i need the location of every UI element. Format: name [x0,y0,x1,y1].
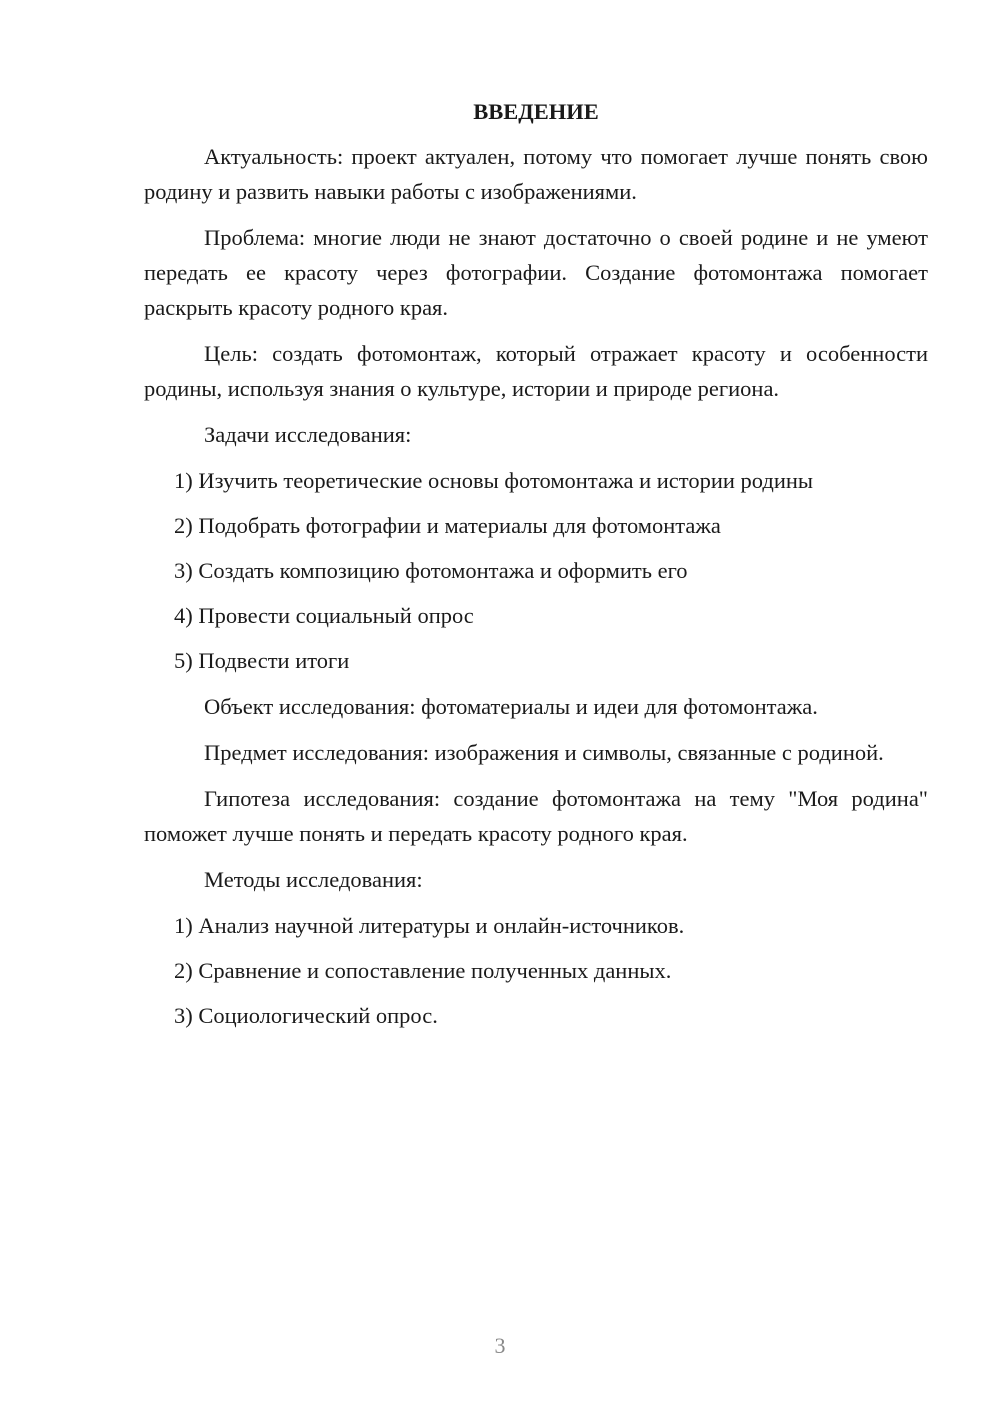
problem-paragraph: Проблема: многие люди не знают достаточно о своей родине и не умеют передать ее красоту через фотографии. Создание фотомонтажа помогает раскрыть красоту родного края. [144,225,928,320]
methods-heading: Методы исследования: [204,867,423,892]
list-item: 5) Подвести итоги [174,648,350,673]
page-number: 3 [494,1333,506,1358]
list-item: 1) Изучить теоретические основы фотомонтажа и истории родины [174,468,814,493]
list-item: 3) Создать композицию фотомонтажа и оформить его [174,558,688,583]
document-page [144,94,928,1044]
relevance-paragraph: Актуальность: проект актуален, потому что помогает лучше понять свою родину и развить навыки работы с изображениями. [144,144,928,204]
goal-paragraph: Цель: создать фотомонтаж, который отражает красоту и особенности родины, используя знания о культуре, истории и природе региона. [144,341,928,401]
tasks-heading: Задачи исследования: [204,422,412,447]
list-item: 1) Анализ научной литературы и онлайн-источников. [174,913,685,938]
object-paragraph: Объект исследования: фотоматериалы и идеи для фотомонтажа. [204,694,818,719]
section-title: ВВЕДЕНИЕ [473,99,599,124]
hypothesis-paragraph: Гипотеза исследования: создание фотомонтажа на тему "Моя родина" поможет лучше понять и передать красоту родного края. [144,786,928,846]
methods-list [144,908,928,1033]
subject-paragraph: Предмет исследования: изображения и символы, связанные с родиной. [204,740,884,765]
list-item: 2) Подобрать фотографии и материалы для фотомонтажа [174,513,721,538]
tasks-list [144,463,928,678]
list-item: 2) Сравнение и сопоставление полученных данных. [174,958,672,983]
list-item: 4) Провести социальный опрос [174,603,474,628]
list-item: 3) Социологический опрос. [174,1003,438,1028]
